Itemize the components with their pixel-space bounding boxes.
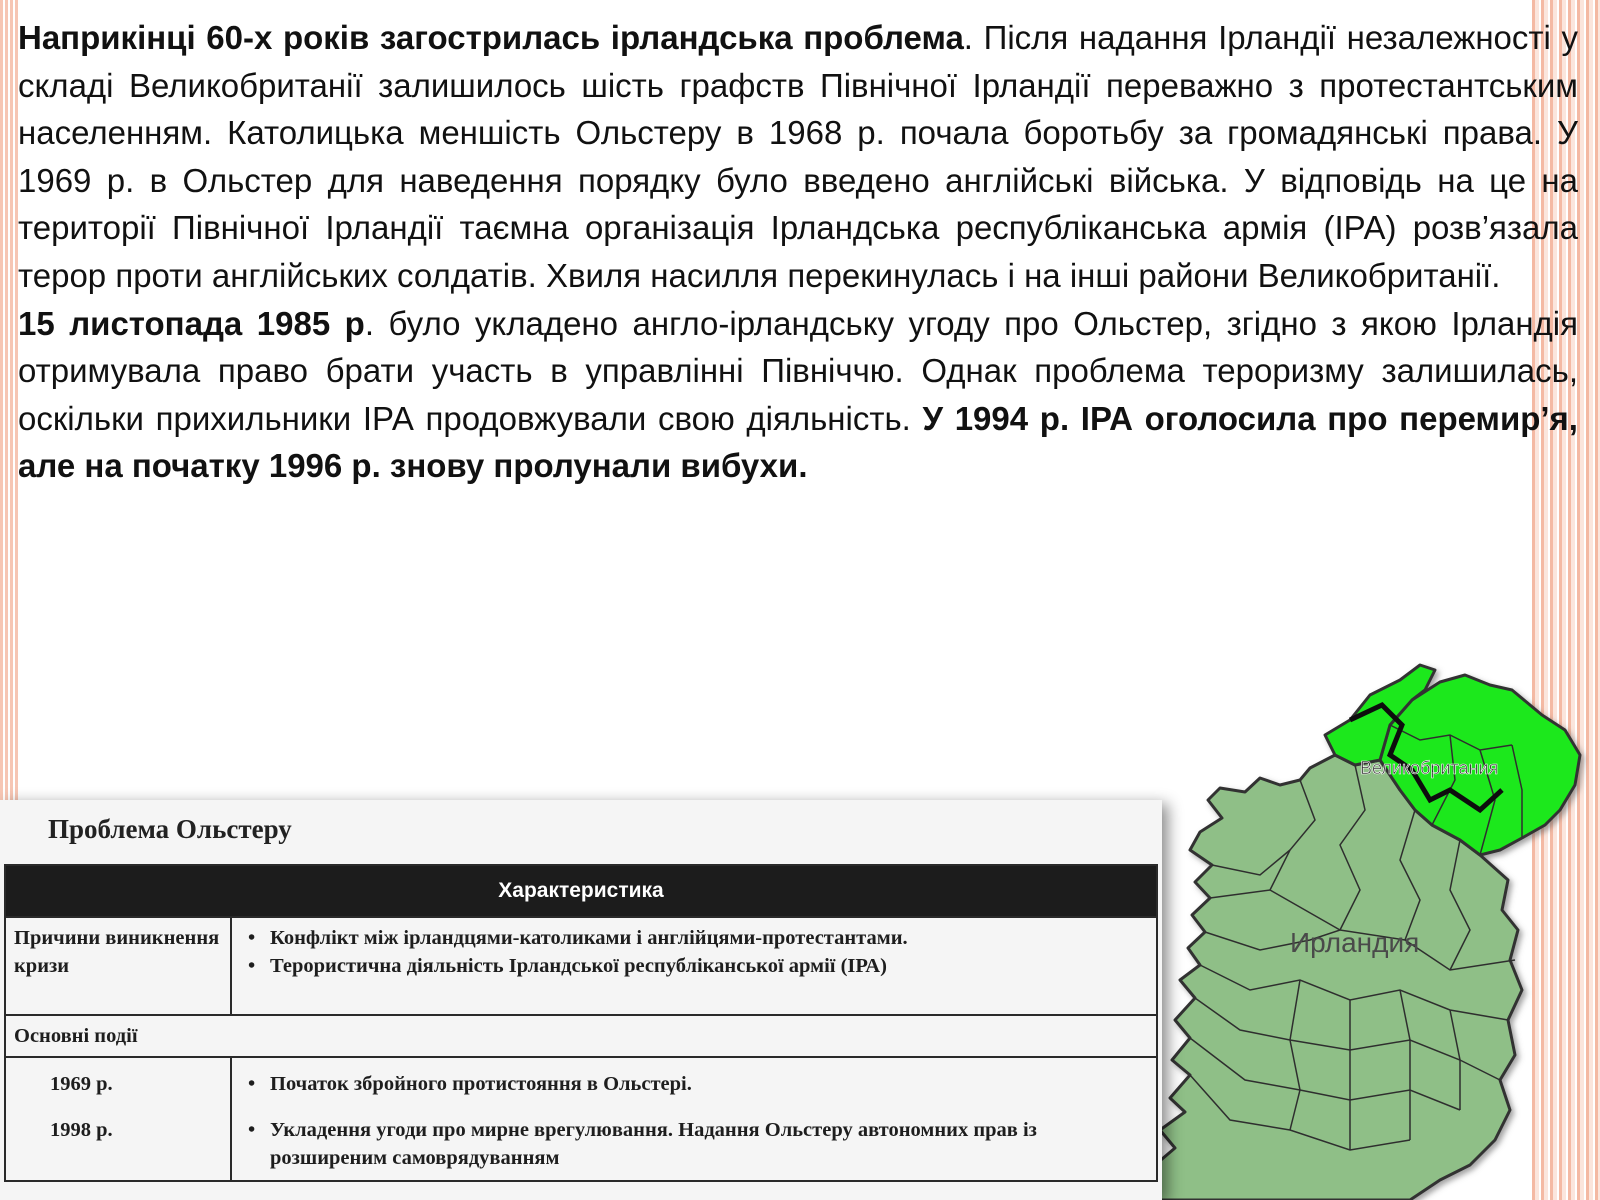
paragraph-2-body: . було укладено англо-ірландську угоду про Ольстер, згідно з якою Ірландія отримувала право брати участь в управлінні Північчю. Однак проблема тероризму залишилась, оскільки прихильники ІРА продовжували свою діяльність. — [18, 304, 1578, 437]
ulster-table — [4, 864, 1158, 1182]
paragraph-1-body: . Після надання Ірландії незалежності у складі Великобританії залишилось шість графств Північної Ірландії переважно з протестантським населенням. Католицька меншість Ольстеру в 1968 р. почала боротьбу за громадянські права. У 1969 р. в Ольстер для наведення порядку було введено англійські війська. У відповідь на це на території Північної Ірландії таємна організація Ірландська республіканська армія (ІРА) розв’язала терор проти англійських солдатів. Хвиля насилля перекинулась і на інші райони Великобританії. — [18, 19, 1578, 294]
table-header: Характеристика — [5, 865, 1157, 917]
paragraph-2-lead: 15 листопада 1985 р — [18, 304, 365, 342]
ireland-map — [1150, 660, 1600, 1200]
events-label: Основні події — [5, 1015, 1157, 1057]
event-descriptions — [231, 1057, 1157, 1181]
map-label-great-britain: Великобритания — [1360, 758, 1499, 778]
event-year: 1969 р. — [50, 1073, 113, 1095]
event-item: • Початок збройного протистояння в Ольстері. — [244, 1070, 1148, 1098]
event-year: 1998 р. — [50, 1119, 113, 1141]
paragraph-2 — [18, 300, 1578, 490]
paragraph-1 — [18, 14, 1578, 300]
cause-item: • Конфлікт між ірландцями-католиками і англійцями-протестантами. — [244, 924, 1148, 952]
event-item: • Укладення угоди про мирне врегулювання. Надання Ольстеру автономних прав із розширеним самоврядуванням — [244, 1116, 1148, 1172]
table-row-events-label — [5, 1015, 1157, 1057]
cause-item: • Терористична діяльність Ірландської республіканської армії (ІРА) — [244, 952, 1148, 980]
article-text — [18, 14, 1578, 490]
paragraph-1-lead: Наприкінці 60-х років загострилась ірландська проблема — [18, 19, 964, 56]
ulster-table-panel — [0, 800, 1162, 1200]
map-label-ireland: Ирландия — [1290, 927, 1420, 958]
paragraph-2-conclusion: У 1994 р. ІРА оголосила про перемир’я, але на початку 1996 р. знову пролунали вибухи. — [18, 399, 1578, 485]
event-years — [5, 1057, 231, 1181]
causes-list — [231, 917, 1157, 1015]
table-row-causes — [5, 917, 1157, 1015]
table-row-events — [5, 1057, 1157, 1181]
causes-label: Причини виникнення кризи — [5, 917, 231, 1015]
table-title: Проблема Ольстеру — [48, 814, 292, 844]
